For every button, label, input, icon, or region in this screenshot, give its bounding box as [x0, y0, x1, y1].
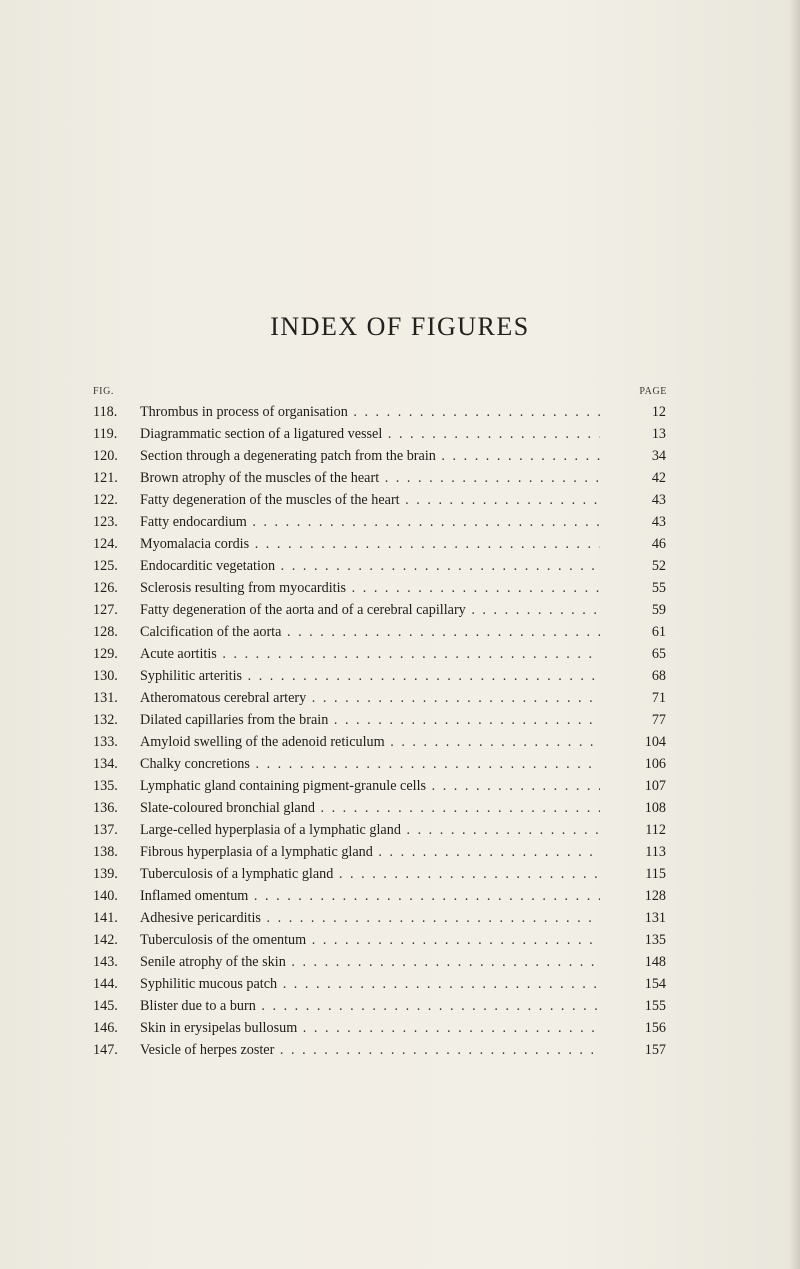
figure-number: 134. [93, 756, 118, 772]
figure-number: 135. [93, 778, 118, 794]
page-number: 107 [644, 778, 666, 794]
page-number: 68 [651, 668, 666, 684]
page-number: 42 [651, 470, 666, 486]
figure-number: 125. [93, 558, 118, 574]
figure-description: Endocarditic vegetation . . [140, 555, 600, 577]
figure-description: Lymphatic gland containing pigment-granule cells . . [140, 775, 600, 797]
figure-number: 136. [93, 800, 118, 816]
index-entry [0, 621, 800, 643]
page-number: 12 [651, 404, 666, 420]
index-entry [0, 1017, 800, 1039]
index-entry [0, 511, 800, 533]
index-entry [0, 775, 800, 797]
figure-number: 131. [93, 690, 118, 706]
index-entry [0, 1039, 800, 1061]
figure-number: 126. [93, 580, 118, 596]
page-number: 135 [644, 932, 666, 948]
figure-number: 141. [93, 910, 118, 926]
figure-description: Diagrammatic section of a ligatured vessel . . [140, 423, 600, 445]
page-number: 43 [651, 514, 666, 530]
figure-number: 138. [93, 844, 118, 860]
page-number: 154 [644, 976, 666, 992]
figure-number: 121. [93, 470, 118, 486]
page-number: 115 [645, 866, 666, 882]
figure-description: Chalky concretions . . [140, 753, 600, 775]
index-entry [0, 533, 800, 555]
figure-number: 127. [93, 602, 118, 618]
figure-description: Blister due to a burn . . [140, 995, 600, 1017]
page-number: 106 [644, 756, 666, 772]
figure-description: Adhesive pericarditis . . [140, 907, 600, 929]
index-entry [0, 753, 800, 775]
index-entry [0, 467, 800, 489]
figure-description: Slate-coloured bronchial gland . . [140, 797, 600, 819]
page-number: 43 [651, 492, 666, 508]
index-entry [0, 995, 800, 1017]
figure-number: 128. [93, 624, 118, 640]
index-entry [0, 929, 800, 951]
figure-description: Large-celled hyperplasia of a lymphatic gland . . [140, 819, 600, 841]
index-entry [0, 665, 800, 687]
page-number: 34 [651, 448, 666, 464]
figure-description: Skin in erysipelas bullosum . . [140, 1017, 600, 1039]
figure-number: 146. [93, 1020, 118, 1036]
figure-description: Fatty degeneration of the muscles of the heart . . [140, 489, 600, 511]
figure-number: 129. [93, 646, 118, 662]
page-column-header: PAGE [639, 386, 667, 397]
fig-column-header: FIG. [93, 386, 115, 397]
figure-description: Section through a degenerating patch from the brain . . [140, 445, 600, 467]
figure-description: Sclerosis resulting from myocarditis . . [140, 577, 600, 599]
figure-description: Fatty endocardium . . [140, 511, 600, 533]
page-number: 77 [651, 712, 666, 728]
page-number: 13 [651, 426, 666, 442]
index-entry [0, 731, 800, 753]
index-entry [0, 885, 800, 907]
page-number: 71 [651, 690, 666, 706]
figure-number: 133. [93, 734, 118, 750]
index-entry [0, 445, 800, 467]
figure-number: 118. [93, 404, 118, 420]
figure-description: Brown atrophy of the muscles of the heart . . [140, 467, 600, 489]
page-number: 113 [645, 844, 666, 860]
index-entry [0, 401, 800, 423]
index-entry [0, 907, 800, 929]
page-number: 108 [644, 800, 666, 816]
figure-description: Myomalacia cordis . . [140, 533, 600, 555]
figure-description: Acute aortitis . . [140, 643, 600, 665]
index-entry [0, 797, 800, 819]
index-entry [0, 423, 800, 445]
figure-description: Tuberculosis of a lymphatic gland . . [140, 863, 600, 885]
page-number: 61 [651, 624, 666, 640]
page-number: 155 [644, 998, 666, 1014]
index-entry [0, 709, 800, 731]
figure-number: 123. [93, 514, 118, 530]
figure-number: 147. [93, 1042, 118, 1058]
index-entry [0, 555, 800, 577]
index-entry [0, 489, 800, 511]
page-number: 65 [651, 646, 666, 662]
index-entry [0, 577, 800, 599]
page-number: 148 [644, 954, 666, 970]
page-number: 46 [651, 536, 666, 552]
figure-number: 124. [93, 536, 118, 552]
figure-number: 140. [93, 888, 118, 904]
page-number: 112 [645, 822, 666, 838]
figure-number: 144. [93, 976, 118, 992]
figure-description: Thrombus in process of organisation . . [140, 401, 600, 423]
figure-number: 132. [93, 712, 118, 728]
figure-description: Vesicle of herpes zoster . . [140, 1039, 600, 1061]
index-entry [0, 951, 800, 973]
figure-number: 143. [93, 954, 118, 970]
index-entry [0, 863, 800, 885]
figure-description: Syphilitic arteritis . . [140, 665, 600, 687]
page-number: 59 [651, 602, 666, 618]
index-entry [0, 599, 800, 621]
figure-description: Senile atrophy of the skin . . [140, 951, 600, 973]
page-number: 157 [644, 1042, 666, 1058]
figure-number: 137. [93, 822, 118, 838]
figure-description: Calcification of the aorta . . [140, 621, 600, 643]
figure-number: 145. [93, 998, 118, 1014]
page-title: INDEX OF FIGURES [270, 312, 530, 341]
page-number: 156 [644, 1020, 666, 1036]
page-number: 128 [644, 888, 666, 904]
figure-number: 139. [93, 866, 118, 882]
figure-description: Fatty degeneration of the aorta and of a cerebral capillary . . [140, 599, 600, 621]
figure-description: Amyloid swelling of the adenoid reticulum . . [140, 731, 600, 753]
figure-description: Tuberculosis of the omentum . . [140, 929, 600, 951]
figure-description: Inflamed omentum . . [140, 885, 600, 907]
index-entry [0, 973, 800, 995]
figure-number: 142. [93, 932, 118, 948]
figure-description: Atheromatous cerebral artery . . [140, 687, 600, 709]
figure-description: Dilated capillaries from the brain . . [140, 709, 600, 731]
figure-number: 120. [93, 448, 118, 464]
index-entry [0, 643, 800, 665]
figure-number: 122. [93, 492, 118, 508]
index-entry [0, 841, 800, 863]
page-number: 55 [651, 580, 666, 596]
page-number: 104 [644, 734, 666, 750]
page-number: 131 [644, 910, 666, 926]
figure-description: Syphilitic mucous patch . . [140, 973, 600, 995]
index-entry [0, 687, 800, 709]
figure-description: Fibrous hyperplasia of a lymphatic gland . . [140, 841, 600, 863]
page-number: 52 [651, 558, 666, 574]
figure-number: 119. [93, 426, 118, 442]
figure-number: 130. [93, 668, 118, 684]
index-entry [0, 819, 800, 841]
